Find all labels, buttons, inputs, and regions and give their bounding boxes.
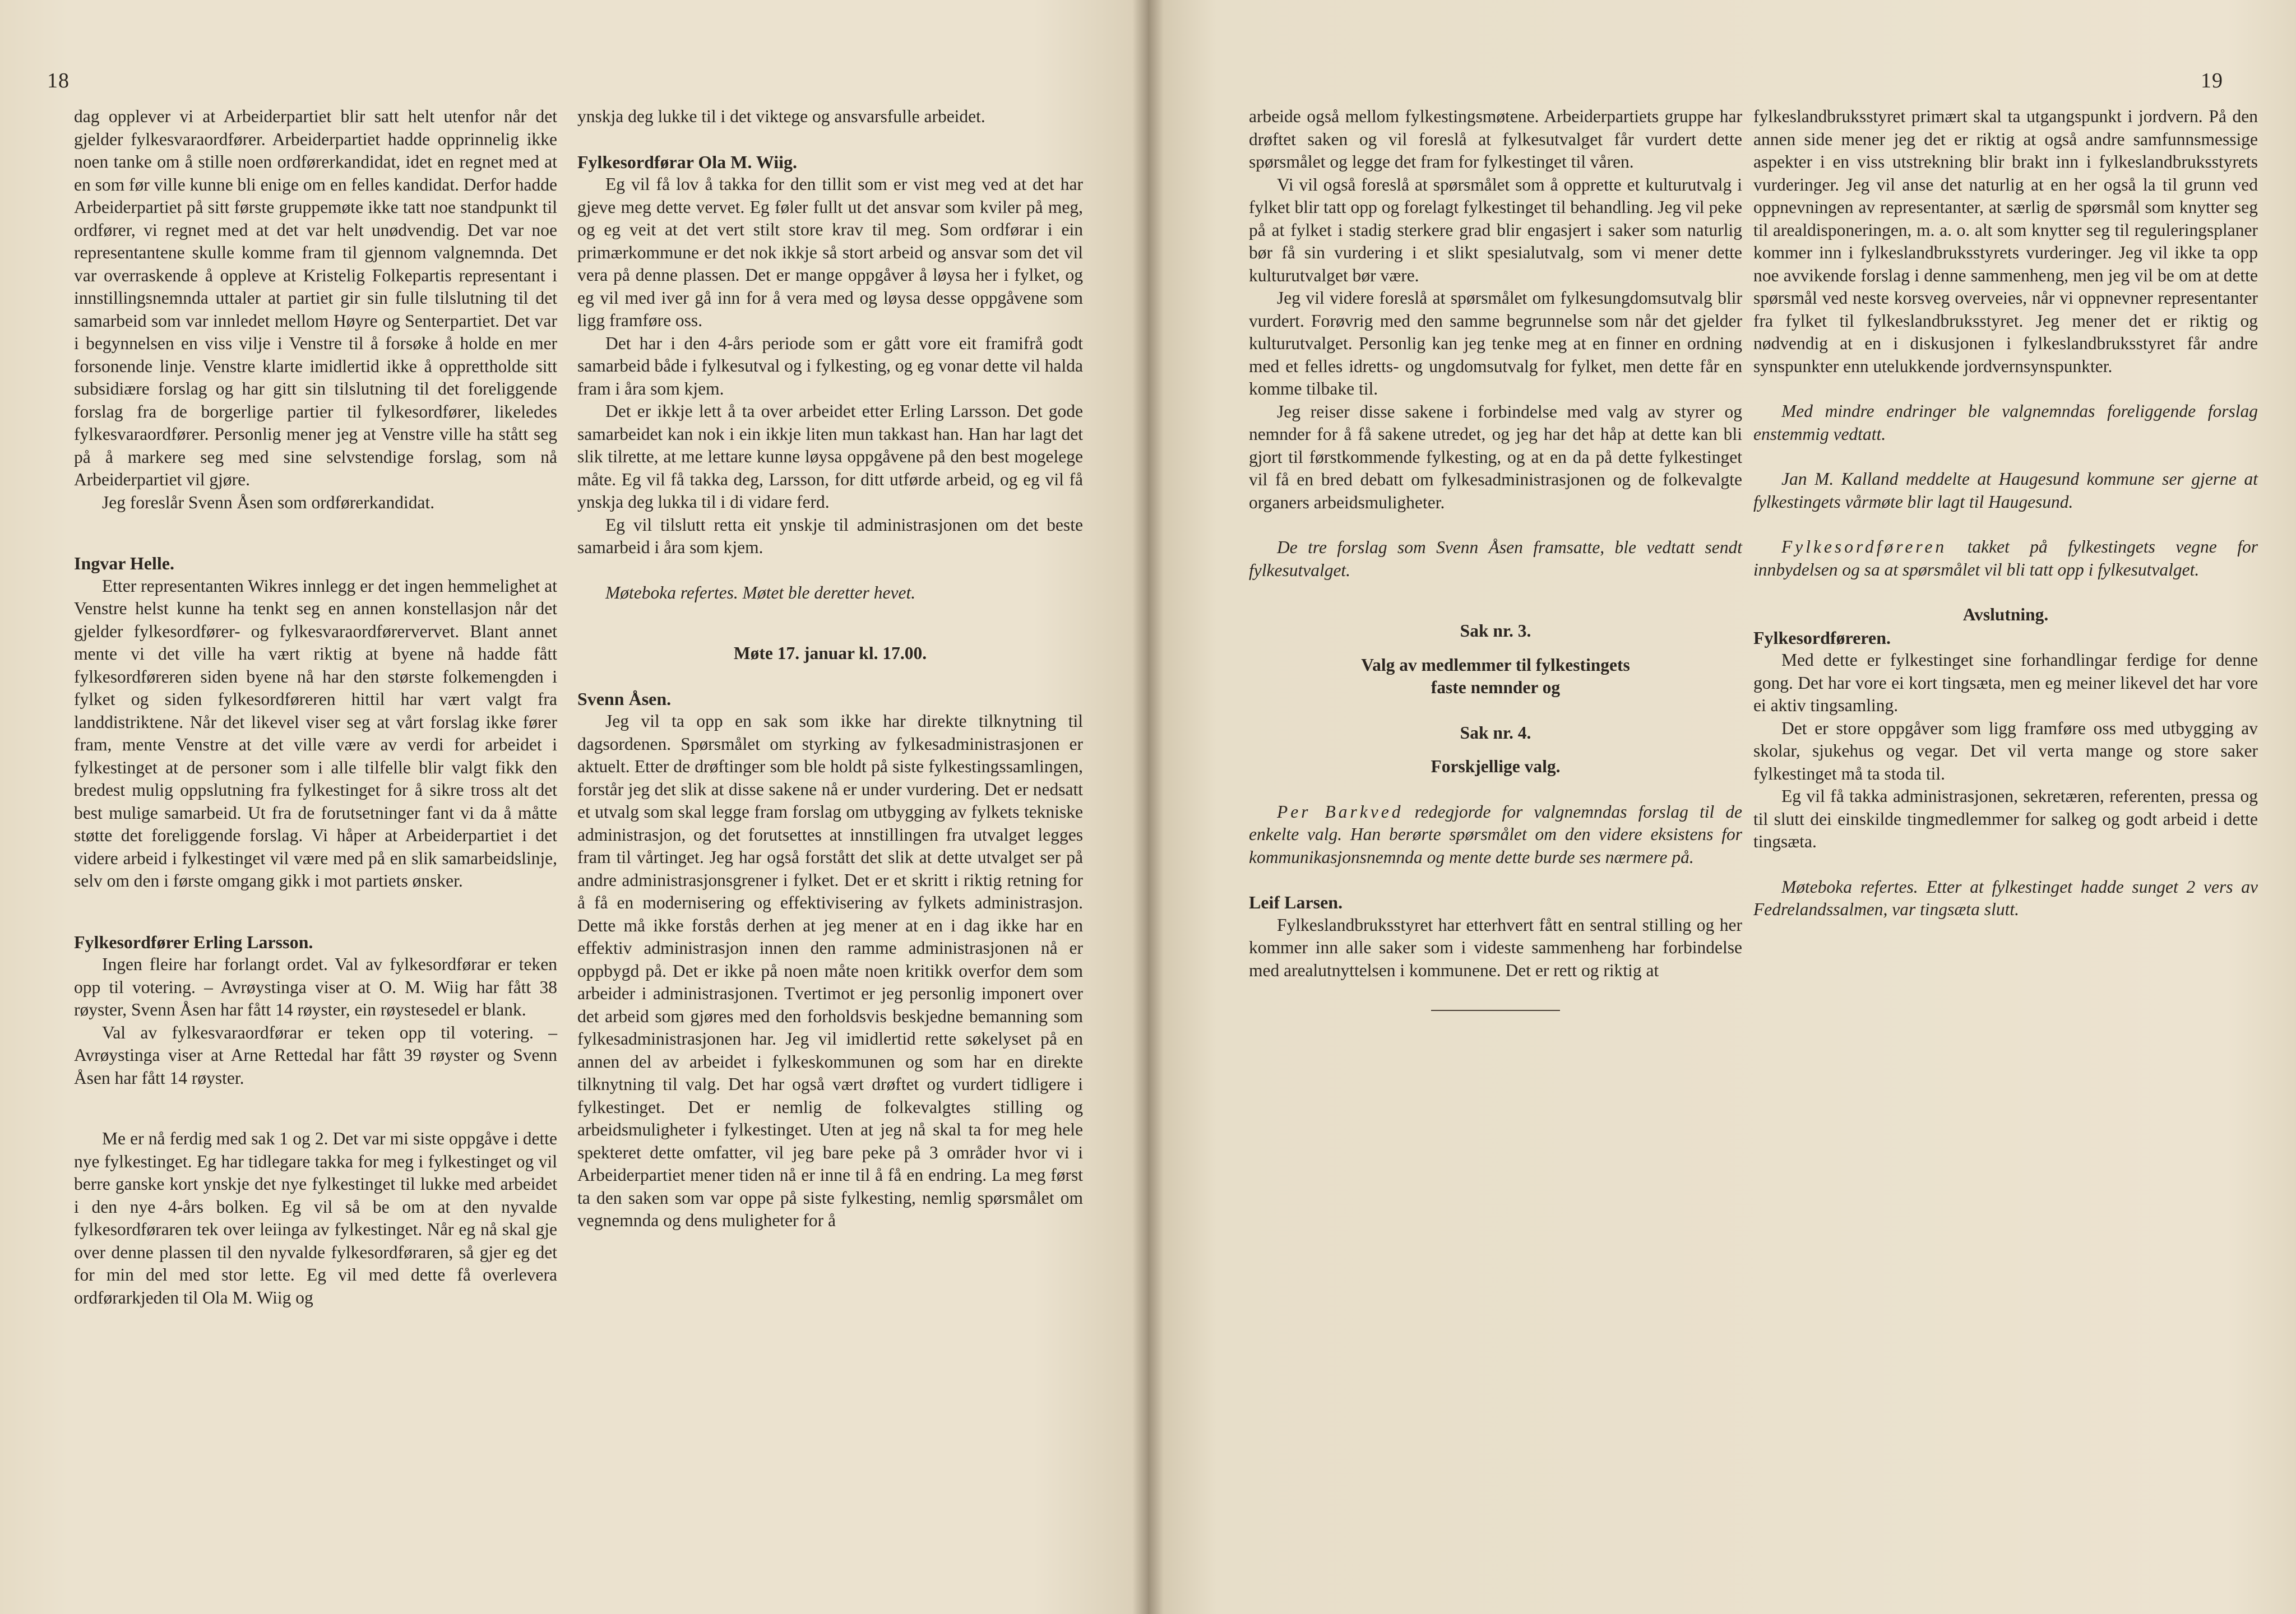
paragraph: arbeide også mellom fylkestingsmøtene. Arbeiderpartiets gruppe har drøftet saken og vil foreslå at fylkesutvalget får vurdert dette spørsmålet og legge det fram for fylkestinget til våren. [1249,106,1742,171]
paragraph: Vi vil også foreslå at spørsmålet som å opprette et kulturutvalg i fylket blir tatt opp og forelagt fylkestinget til behandling. Jeg vil peke på at fylket i stadig sterkere grad blir engasjert i saker som naturlig bør få sin vurdering i et slikt spesialutvalg, som vi mener dette kulturutvalget bør være. [1249,174,1742,285]
paragraph: Eg vil tilslutt retta eit ynskje til administrasjonen om det beste samarbeid i åra som kjem. [577,514,1083,557]
case-title: Forskjellige valg. [1431,757,1561,776]
book-gutter [1132,0,1164,1614]
paragraph: Jeg vil videre foreslå at spørsmålet om fylkesungdomsutvalg blir vurdert. Forøvrig med den samme begrunnelse som når det gjelder kulturutvalget. Personlig kan jeg tenke meg at en finner en ordning med et felles idretts- og ungdomsutvalg for fylket, men dette får en komme tilbake til. [1249,288,1742,398]
minutes-note: Møteboka refertes. Møtet ble deretter hevet. [605,582,916,602]
speaker-name: Per Barkved [1277,801,1404,822]
speaker-heading: Fylkesordføreren. [1753,627,1891,648]
note-text: redegjorde for valgnemndas forslag til de enkelte valg. Han berørte spørsmålet om den videre eksistens for kommunikasjonsnemnda og mente dette burde ses nærmere på. [1249,801,1742,867]
speaker-heading: Fylkesordfører Erling Larsson. [74,931,313,952]
decision-note [1753,536,2258,581]
paragraph: Det har i den 4-års periode som er gått vore eit framifrå godt samarbeid både i fylkesutval og i fylkesting, og eg vonar dette vil halda fram i åra som kjem. [577,333,1083,398]
paragraph: Me er nå ferdig med sak 1 og 2. Det var mi siste oppgåve i dette nye fylkestinget. Eg har tidlegare takka for meg i fylkestinget og vil berre ganske kort ynskje det nye fylkestinget til lukke med arbeidet i den nye 4-års bolken. Eg vil så be om at den nyvalde fylkesordføraren tek over leiinga av fylkestinget. Når eg nå skal gje over denne plassen til den nyvalde fylkesordføraren, så gjer eg det for min del med stor lette. Eg vil med dette få overlevera ordførarkjeden til Ola M. Wiig og [74,1129,557,1307]
right-column-2 [1753,105,2258,921]
paragraph: ynskja deg lukke til i det viktege og ansvarsfulle arbeidet. [577,106,985,126]
page-number-left: 18 [47,69,70,92]
note-text: takket på fylkestingets vegne for innbydelsen og sa at spørsmålet vil bli tatt opp i fylkesutvalget. [1753,537,2258,579]
case-title: Valg av medlemmer til fylkestingets [1361,655,1630,675]
paragraph: Ingen fleire har forlangt ordet. Val av fylkesordførar er teken opp til votering. – Avrøystinga viser at O. M. Wiig har fått 38 røyster, Svenn Åsen har fått 14 røyster, ein røystesedel er blank. [74,954,557,1019]
case-number: Sak nr. 3. [1460,621,1531,641]
speaker-name: Fylkesordføreren [1781,537,1947,556]
speaker-heading: Ingvar Helle. [74,553,174,573]
paragraph: Val av fylkesvaraordførar er teken opp til votering. – Avrøystinga viser at Arne Rettedal har fått 39 røyster og Svenn Åsen har fått 14 røyster. [74,1022,557,1088]
meeting-heading: Møte 17. januar kl. 17.00. [733,643,927,663]
paragraph: Fylkeslandbruksstyret har etterhvert fått en sentral stilling og her kommer inn alle saker som i videste sammenheng har forbindelse med arealutnyttelsen i kommunene. Det er rett og riktig at [1249,915,1742,980]
case-title: faste nemnder og [1431,678,1561,697]
paragraph: Jeg foreslår Svenn Åsen som ordførerkandidat. [102,492,435,512]
minutes-note: Møteboka refertes. Etter at fylkestinget hadde sunget 2 vers av Fedrelandssalmen, var tingsæta slutt. [1753,876,2258,919]
page-number-right: 19 [2201,69,2223,92]
left-column-2 [577,105,1083,1232]
paragraph: Eg vil få lov å takka for den tillit som er vist meg ved at det har gjeve meg dette vervet. Eg føler fullt ut det ansvar som kviler på meg, og eg veit at det vert stilt store krav til meg. Som ordførar i ein primærkommune er det nok ikkje så stort arbeid og ansvar som det vil vera på denne plassen. Det er mange oppgåver å løysa her i fylket, og eg vil med iver gå inn for å vera med og løysa desse oppgåvene som ligg framføre oss. [577,174,1083,330]
note-text: meddelte at Haugesund kommune ser gjerne at fylkestingets vårmøte blir lagt til Haugesund. [1753,469,2258,512]
paragraph: Etter representanten Wikres innlegg er det ingen hemmelighet at Venstre helst kunne ha tenkt seg en annen konstellasjon når det gjelder fylkesordfører- og fylkesvaraordførervervet. Blant annet mente vi det ville ha vært riktig at byene nå hadde fått fylkesordføreren siden byene nå har den største folkemengden i fylket og siden fylkesordføreren hittil har vært valgt fra landdistriktene. Når det likevel viser seg at vårt forslag ikke fører fram, mente Venstre at det ville være av verdi for arbeidet i fylkestinget at de personer som i alle tilfelle blir valgt fikk den bredest mulig oppslutning fra fylkestinget for å sikre tross alt det best mulige samarbeid. Ut fra de forutsetninger fant vi da å måtte støtte det foreliggende forslag. Vi håper at Arbeiderpartiet i det videre arbeid i fylkestinget vil være med på en slik samarbeidslinje, selv om den i første omgang gikk i mot partiets ønsker. [74,576,557,891]
paragraph: Med dette er fylkestinget sine forhandlingar ferdige for denne gong. Det har vore ei kort tingsæta, men eg meiner likevel det har vore ei aktiv tingsamling. [1753,650,2258,715]
paragraph: Eg vil få takka administrasjonen, sekretæren, referenten, pressa og til slutt dei einskilde tingmedlemmer for salkeg og godt arbeid i dette tingsæta. [1753,786,2258,851]
paragraph: dag opplever vi at Arbeiderpartiet blir satt helt utenfor når det gjelder fylkesvaraordfører. Arbeiderpartiet hadde opprinnelig ikke noen tanke om å stille noen ordførerkandidat, idet en regnet med at en som før ville kunne bli enige om en felles kandidat. Derfor hadde Arbeiderpartiet på sitt første gruppemøte ikke tatt noe standpunkt til ordfører, vi regnet med at det var helt unødvendig. Det var noe representantene skulle komme fram til gjennom valgnemnda. Det var overraskende å oppleve at Kristelig Folkepartis representant i innstillingsnemnda uttaler at partiet gir sin fulle tilslutning til det samarbeid som var innledet mellom Høyre og Senterpartiet. Det var i begynnelsen en viss vilje i Venstre til å forsøke å holde en mer forsonende linje. Venstre klarte imidlertid ikke å opprettholde sitt subsidiære forslag og har gitt sin tilslutning til det foreliggende forslag fra de borgerlige partier til fylkesordfører, likeledes fylkesvaraordfører. Personlig mener jeg at Venstre ville ha stått seg på å markere seg med sine selvstendige forslag, som nå Arbeiderpartiet vil gjøre. [74,106,557,489]
decision-note: De tre forslag som Svenn Åsen framsatte, ble vedtatt sendt fylkesutvalget. [1249,537,1742,580]
right-page [1148,0,2296,1614]
paragraph: Det er ikkje lett å ta over arbeidet etter Erling Larsson. Det gode samarbeidet kan nok i ein ikkje liten mun takkast han. Han har lagt det slik tilrette, at me lettare kunne løysa oppgåvene på den best mogelege måte. Eg vil få takka deg, Larsson, for ditt utførde arbeid, og eg vil få ynskja deg lukka til i di vidare ferd. [577,401,1083,512]
decision-note [1249,801,1742,869]
decision-note [1753,468,2258,513]
paragraph: Jeg reiser disse sakene i forbindelse med valg av styrer og nemnder for å få sakene utredet, og jeg har det håp at dette kan bli gjort til førstkommende fylkesting, og at en da på dette fylkestinget vil få en bred debatt om fylkesadministrasjonen og de folkevalgte organers arbeidsmuligheter. [1249,401,1742,512]
section-heading: Avslutning. [1962,605,2049,624]
paragraph: Det er store oppgåver som ligg framføre oss med utbygging av skolar, sjukehus og vegar. Det vil verta mange og store saker fylkestinget må ta stoda til. [1753,718,2258,783]
decision-note: Med mindre endringer ble valgnemndas foreliggende forslag enstemmig vedtatt. [1753,401,2258,444]
end-rule [1431,1010,1560,1011]
speaker-heading: Leif Larsen. [1249,892,1343,912]
speaker-heading: Svenn Åsen. [577,688,672,709]
left-column-1 [74,105,557,1309]
paragraph: fylkeslandbruksstyret primært skal ta utgangspunkt i jordvern. På den annen side mener jeg det er riktig at også andre samfunnsmessige aspekter i en viss utstrekning blir brakt inn i fylkeslandbruksstyrets vurderinger. Jeg vil anse det naturlig at en her også la til grunn ved oppnevningen av representanter, at særlig de spørsmål som knytter seg til arealdisponeringen, m. a. o. alt som knytter seg til reguleringsplaner kommer inn i fylkeslandbruksstyrets vurderinger. Jeg vil ikke ta opp noe avvikende forslag i denne sammenheng, men jeg vil be om at dette spørsmål ved neste korsveg overveies, når vi oppnevner representanter fra fylket til fylkeslandbruksstyret. Jeg mener det er riktig og nødvendig at en i diskusjonen i fylkeslandbruksstyret får andre synspunkter enn utelukkende jordvernsynspunkter. [1753,106,2258,376]
speaker-heading: Fylkesordførar Ola M. Wiig. [577,151,797,172]
right-column-1 [1249,105,1742,1011]
case-number: Sak nr. 4. [1460,722,1531,743]
paragraph: Jeg vil ta opp en sak som ikke har direkte tilknytning til dagsordenen. Spørsmålet om styrking av fylkesadministrasjonen er aktuelt. Etter de drøftinger som ble holdt på siste fylkestingssamlingen, forstår jeg det slik at disse sakene nå er under vurdering. Det er nedsatt et utvalg som skal legge fram forslag om utbygging av fylkets tekniske administrasjon, og det forutsettes at innstillingen fra utvalget legges fram til vårtinget. Jeg har også forstått det slik at dette utvalget ser på andre administrasjonsgrener i fylket. Det er et skritt i riktig retning for å få en modernisering og effektivisering av fylkets administrasjon. Dette må ikke forstås derhen at jeg mener at en i dag ikke har en effektiv administrasjon innen den ramme administrasjonen nå er oppbygd på. Det er ikke på noen måte noen kritikk overfor dem som arbeider i administrasjonen. Tvertimot er jeg personlig imponert over det arbeid som gjøres med den forholdsvis beskjedne bemanning som fylkesadministrasjonen har. Jeg vil imidlertid rette søkelyset på en annen del av arbeidet i fylkeskommunen og som har en direkte tilknytning til valg. Det har også vært drøftet og vurdert tidligere i fylkestinget. Det er nemlig de folkevalgtes stilling og arbeidsmuligheter i fylkestinget. Uten at jeg nå skal ta for meg hele spekteret dette omfatter, vil jeg bare peke på 3 områder hvor vi i Arbeiderpartiet mener tiden nå er inne til å få en endring. La meg først ta den saken som var oppe på siste fylkesting, nemlig spørsmålet om vegnemnda og dens muligheter for å [577,711,1083,1230]
speaker-name: Jan M. Kalland [1781,469,1899,489]
